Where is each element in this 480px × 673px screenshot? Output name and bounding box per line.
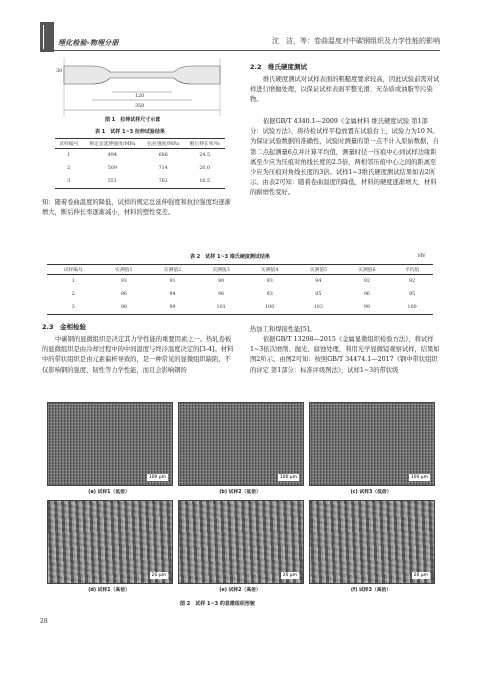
journal-logo-icon [40, 22, 54, 52]
table-cell: 93 [120, 279, 127, 284]
table-cell: 3 [67, 179, 71, 184]
table-cell: 96 [363, 292, 370, 297]
table-row [47, 301, 433, 315]
scale-bar-label: 100 μm [410, 475, 428, 480]
dim-label-120: 120 [135, 94, 145, 99]
table-header-row [55, 139, 225, 149]
table-cell: 93 [266, 279, 273, 284]
micrograph-b-label: (b) 试样2（低倍） [219, 490, 261, 495]
table-cell: 99 [169, 305, 176, 310]
micrograph-c-label: (c) 试样3（低倍） [350, 490, 392, 495]
left-paragraph-conclusion: 知：随着卷曲温度的降低，试样的规定总延伸强度和抗拉强度均逐渐增大，断后伸长率逐渐减小，材料的塑性变差。 [42, 199, 231, 217]
dim-label-350: 350 [135, 104, 145, 109]
table-cell: 98 [120, 305, 127, 310]
table-cell: 101 [216, 305, 226, 310]
table-cell: 95 [409, 292, 416, 297]
table-cell: 494 [107, 153, 117, 158]
scale-bar-label: 20 μm [413, 573, 428, 578]
table-cell: 92 [363, 279, 370, 284]
section-2-3-title: 2.3 金相检验 [42, 323, 87, 331]
section-2-3-paragraph-2: 依据GB/T 13298—2015《金属显微组织检验方法》，将试样1~3依次磨削、抛光、腐蚀处理，利用光学显微镜观察试样，结果如图2所示。由图2可知：按照GB/T 34474.1—2017《钢中带状组织的评定 第1部分：标准评级图法》，试样1~3的带状级 [250, 336, 440, 374]
table-cell: 92 [409, 279, 416, 284]
table-row [55, 149, 225, 163]
table-2-unit: HV [418, 254, 426, 259]
running-article-title: 沈 洁，等：卷曲温度对中碳钢组织及力学性能的影响 [272, 37, 440, 45]
figure-1-caption: 图 1 拉伸试样尺寸示意 [105, 117, 161, 123]
table-2 [47, 264, 433, 315]
header-rule [40, 50, 440, 51]
dim-label-30: 30 [56, 69, 63, 74]
section-2-2-paragraph-2: 依据GB/T 4340.1—2009《金属材料 维氏硬度试验 第1部分：试验方法》，将待检试样平稳放置在试验台上，试验力为10 N。为保证试验数据的准确性，试验时测量的第一点不计入原始数据，自第二点起测量6点并计算平均值，测量时径一压痕中心到试样边缘距离至少应为压痕对角线长度的2.5倍，两相邻压痕中心之间的距离至少应为压痕对角线长度的3倍。试样1~3维氏硬度测试结果如表2所示。由表2可知：随着卷曲温度的降低，材料的硬度逐渐增大，材料的耐磨性变好。 [250, 118, 439, 197]
section-2-2-paragraph-1: 维氏硬度测试对试样表面的粗糙度要求较高，因此试验前需对试样进行磨抛处理，以保证试样表面平整光滑、无杂质或油脂等污染物。 [250, 76, 440, 104]
table-cell: 551 [107, 179, 117, 184]
table-cell: 714 [158, 166, 168, 171]
table-cell: 96 [218, 292, 225, 297]
table-row [55, 162, 225, 175]
journal-section-label: 理化检验-物理分册 [58, 39, 119, 47]
table-header-cell: 断后伸长率/% [189, 142, 220, 147]
scale-bar-label: 100 μm [148, 475, 166, 480]
table-cell: 96 [120, 292, 127, 297]
table-1 [55, 138, 225, 189]
table-header-cell: 抗拉强度/MPa [147, 142, 179, 147]
table-header-row [47, 265, 433, 275]
micrograph-a [47, 402, 173, 486]
table-cell: 94 [315, 279, 322, 284]
table-cell: 509 [107, 166, 117, 171]
micrograph-e [178, 500, 304, 584]
micrograph-d [47, 500, 173, 584]
page-number: 28 [40, 618, 48, 625]
table-cell: 24.5 [199, 153, 210, 158]
table-header-cell: 实测值1 [115, 268, 133, 273]
table-header-cell: 平均值 [404, 268, 420, 273]
micrograph-e-label: (e) 试样2（高倍） [219, 588, 261, 593]
table-cell: 3 [71, 305, 75, 310]
table-cell: 100 [407, 305, 417, 310]
micrograph-c [309, 402, 435, 486]
table-1-caption: 表 1 试样 1~3 拉伸试验结果 [95, 129, 165, 135]
table-header-cell: 实测值3 [212, 268, 230, 273]
table-cell: 103 [313, 305, 323, 310]
table-header-cell: 规定总延伸强度/MPa [89, 142, 136, 147]
table-2-caption: 表 2 试样 1~3 维氏硬度测试结果 [190, 254, 270, 260]
micrograph-f [309, 500, 435, 584]
table-cell: 686 [158, 153, 168, 158]
table-header-cell: 实测值6 [358, 268, 376, 273]
table-cell: 100 [265, 305, 275, 310]
table-header-cell: 实测值5 [309, 268, 328, 273]
section-2-2-title: 2.2 维氏硬度测试 [250, 63, 308, 71]
table-cell: 91 [169, 279, 176, 284]
micrograph-a-label: (a) 试样1（低倍） [88, 490, 130, 495]
section-2-3-paragraph-1-continued: 热加工和焊接性能[5]。 [250, 326, 316, 333]
table-cell: 762 [158, 179, 168, 184]
scale-bar-label: 20 μm [151, 573, 166, 578]
table-cell: 1 [71, 279, 75, 284]
table-cell: 93 [266, 292, 273, 297]
table-cell: 2 [71, 292, 75, 297]
table-cell: 90 [218, 279, 225, 284]
table-row [47, 288, 433, 301]
table-cell: 20.0 [199, 166, 210, 171]
table-cell: 99 [363, 305, 370, 310]
scale-bar-label: 100 μm [279, 475, 297, 480]
table-cell: 1 [67, 153, 71, 158]
micrograph-d-label: (d) 试样1（高倍） [88, 588, 130, 593]
table-cell: 2 [67, 166, 71, 171]
micrograph-f-label: (f) 试样3（高倍） [350, 588, 392, 593]
table-header-cell: 实测值4 [260, 268, 279, 273]
table-header-cell: 实测值2 [163, 268, 182, 273]
section-2-3-paragraph-1: 中碳钢的显微组织是决定其力学性能的重要因素之一。热轧卷板的显微组织是由冷却过程中的中间温度与终冷温度决定的[3-4]。材料中的带状组织是由元素偏析导致的，是一种常见的显微组织缺陷，不仅影响钢的强度、韧性等力学性能，而且会影响钢的 [42, 336, 234, 374]
table-row [55, 175, 225, 189]
micrograph-b [178, 402, 304, 486]
scale-bar-label: 20 μm [282, 573, 297, 578]
figure-2-caption: 图 2 试样 1~3 的显微组织形貌 [180, 601, 255, 607]
table-cell: 16.5 [199, 179, 210, 184]
table-header-cell: 试样编号 [63, 268, 83, 273]
table-row [47, 275, 433, 289]
table-cell: 94 [169, 292, 176, 297]
table-header-cell: 试样编号 [59, 142, 79, 147]
table-cell: 95 [315, 292, 322, 297]
